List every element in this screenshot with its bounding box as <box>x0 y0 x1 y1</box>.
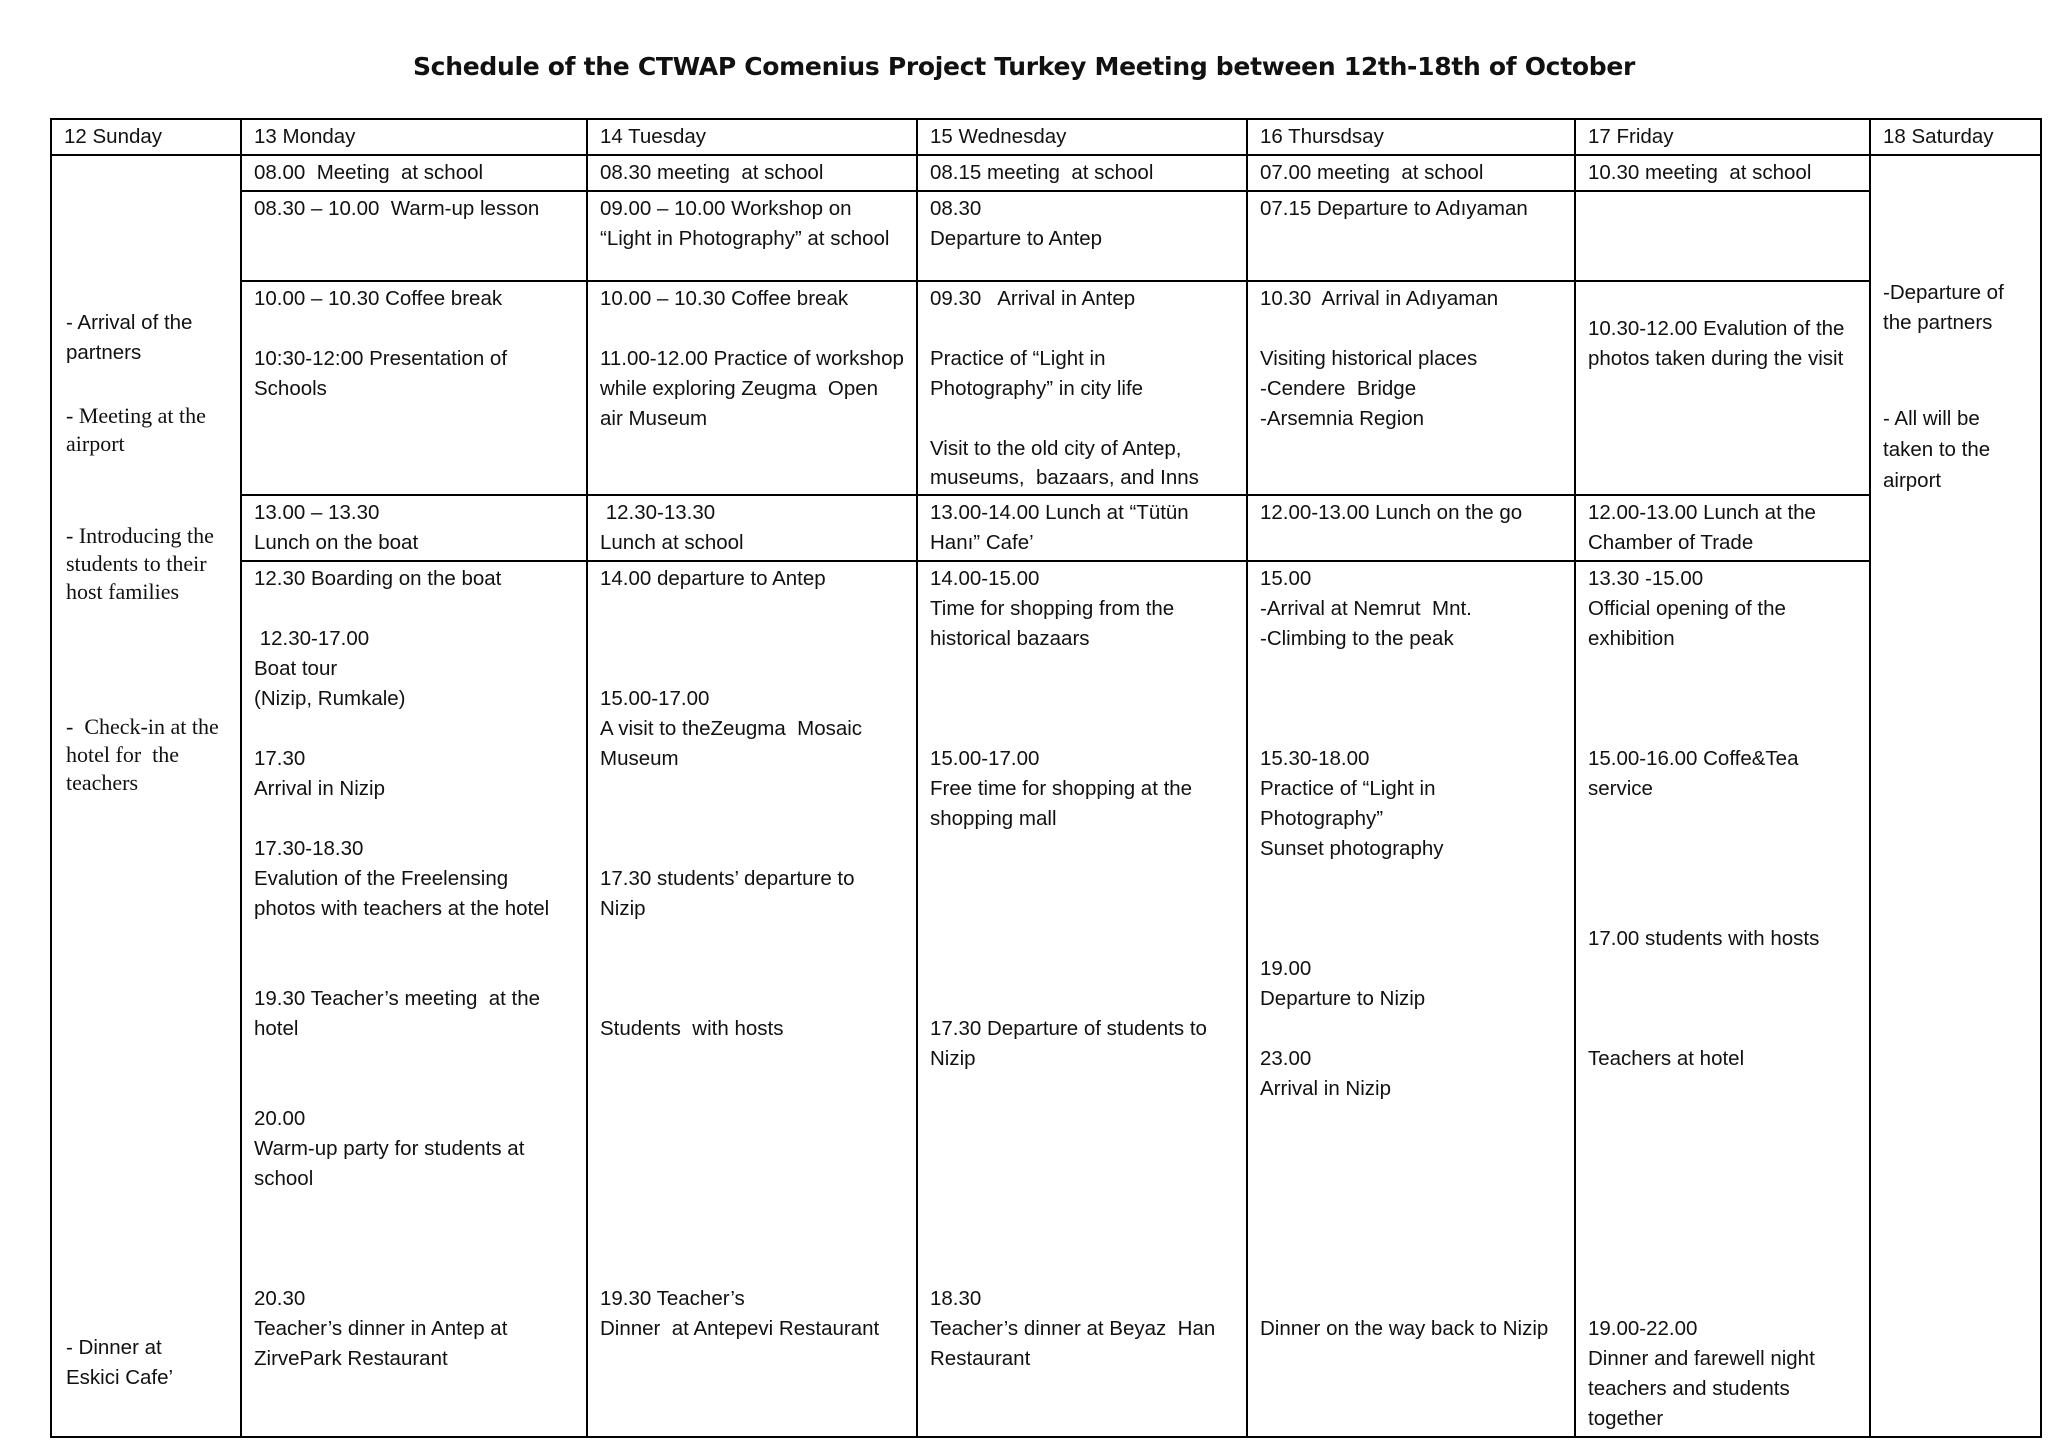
event: 08.30 – 10.00 Warm-up lesson <box>254 197 540 220</box>
event: 08.15 meeting at school <box>930 161 1154 184</box>
event: 15.00 -Arrival at Nemrut Mnt. -Climbing to the peak <box>1260 567 1472 650</box>
event: 23.00 Arrival in Nizip <box>1260 1047 1391 1100</box>
event: 10:30-12:00 Presentation of Schools <box>254 347 513 400</box>
event: 12.30-17.00 Boat tour (Nizip, Rumkale) <box>254 627 406 710</box>
event: 10.00 – 10.30 Coffee break <box>254 287 503 310</box>
event: 08.30 meeting at school <box>600 161 824 184</box>
thursday-cell <box>1247 495 1575 561</box>
friday-cell <box>1575 191 1870 281</box>
event: 14.00 departure to Antep <box>600 567 826 590</box>
friday-cell <box>1575 281 1870 495</box>
event: 10.30 meeting at school <box>1588 161 1812 184</box>
event: 15.00-17.00 A visit to theZeugma Mosaic Museum <box>600 687 863 770</box>
day-header-monday: 13 Monday <box>241 119 587 155</box>
sunday-item: - Meeting at the airport <box>66 403 212 456</box>
sunday-item: - Dinner at Eskici Cafe’ <box>66 1336 174 1389</box>
day-header-friday: 17 Friday <box>1575 119 1870 155</box>
event: 12.30 Boarding on the boat <box>254 567 502 590</box>
thursday-cell <box>1247 155 1575 191</box>
wednesday-cell <box>917 191 1247 281</box>
table-row <box>51 191 2041 281</box>
event: 09.00 – 10.00 Workshop on “Light in Photography” at school <box>600 197 890 250</box>
event: Visit to the old city of Antep, museums, bazaars, and Inns <box>930 437 1199 489</box>
event: 20.30 Teacher’s dinner in Antep at ZirvePark Restaurant <box>254 1287 508 1370</box>
table-row <box>51 281 2041 495</box>
monday-cell <box>241 561 587 1437</box>
thursday-cell <box>1247 191 1575 281</box>
wednesday-cell <box>917 495 1247 561</box>
day-header-tuesday: 14 Tuesday <box>587 119 917 155</box>
friday-cell <box>1575 495 1870 561</box>
tuesday-cell <box>587 281 917 495</box>
event: 13.00 – 13.30 Lunch on the boat <box>254 501 419 554</box>
thursday-cell <box>1247 561 1575 1437</box>
day-header-sunday: 12 Sunday <box>51 119 241 155</box>
event: 18.30 Teacher’s dinner at Beyaz Han Restaurant <box>930 1287 1216 1370</box>
saturday-item: -Departure of the partners <box>1883 281 2010 334</box>
event: 19.30 Teacher’s meeting at the hotel <box>254 987 546 1040</box>
day-header-wednesday: 15 Wednesday <box>917 119 1247 155</box>
wednesday-cell <box>917 281 1247 495</box>
event: 09.30 Arrival in Antep <box>930 287 1136 310</box>
monday-cell <box>241 155 587 191</box>
wednesday-cell <box>917 155 1247 191</box>
table-row <box>51 495 2041 561</box>
event: 19.00 Departure to Nizip <box>1260 957 1426 1010</box>
event: 07.00 meeting at school <box>1260 161 1484 184</box>
event: 17.30 students’ departure to Nizip <box>600 867 861 920</box>
saturday-item: - All will be taken to the airport <box>1883 407 1996 492</box>
event: 15.00-17.00 Free time for shopping at the shopping mall <box>930 747 1193 830</box>
event: Visiting historical places -Cendere Bridge -Arsemnia Region <box>1260 347 1478 430</box>
friday-cell <box>1575 561 1870 1437</box>
tuesday-cell <box>587 495 917 561</box>
event: 11.00-12.00 Practice of workshop while exploring Zeugma Open air Museum <box>600 347 910 430</box>
tuesday-cell <box>587 191 917 281</box>
event: 13.00-14.00 Lunch at “Tütün Hanı” Cafe’ <box>930 501 1195 554</box>
friday-cell <box>1575 155 1870 191</box>
event: 10.30 Arrival in Adıyaman <box>1260 287 1499 310</box>
event: 17.30-18.30 Evalution of the Freelensing photos with teachers at the hotel <box>254 837 550 920</box>
event: Teachers at hotel <box>1588 1047 1745 1070</box>
event: 08.30 Departure to Antep <box>930 197 1103 250</box>
event: 19.00-22.00 Dinner and farewell night teachers and students together <box>1588 1317 1815 1430</box>
event: 17.00 students with hosts <box>1588 927 1820 950</box>
sunday-item: - Check-in at the hotel for the teachers <box>66 714 225 795</box>
page-title: Schedule of the CTWAP Comenius Project Turkey Meeting between 12th-18th of October <box>412 52 1636 81</box>
event: 08.00 Meeting at school <box>254 161 484 184</box>
event: Students with hosts <box>600 1017 784 1040</box>
event: 20.00 Warm-up party for students at school <box>254 1107 525 1190</box>
event: 15.00-16.00 Coffe&Tea service <box>1588 747 1805 800</box>
event: 07.15 Departure to Adıyaman <box>1260 197 1528 220</box>
monday-cell <box>241 495 587 561</box>
event: 13.30 -15.00 Official opening of the exhibition <box>1588 567 1786 650</box>
event: 12.00-13.00 Lunch at the Chamber of Trade <box>1588 501 1822 554</box>
event: 14.00-15.00 Time for shopping from the historical bazaars <box>930 567 1175 650</box>
header-row <box>51 119 2041 155</box>
monday-cell <box>241 281 587 495</box>
saturday-cell <box>1870 155 2041 1437</box>
event: 12.30-13.30 Lunch at school <box>600 501 744 554</box>
event: 17.30 Arrival in Nizip <box>254 747 385 800</box>
event: 19.30 Teacher’s Dinner at Antepevi Restaurant <box>600 1287 880 1340</box>
table-row <box>51 155 2041 191</box>
event: Practice of “Light in Photography” in city life <box>930 347 1144 400</box>
monday-cell <box>241 191 587 281</box>
event: 10.00 – 10.30 Coffee break <box>600 287 849 310</box>
event: 15.30-18.00 Practice of “Light in Photography” Sunset photography <box>1260 747 1444 860</box>
day-header-thursday: 16 Thursdsay <box>1247 119 1575 155</box>
event: 12.00-13.00 Lunch on the go <box>1260 501 1523 524</box>
schedule-table <box>50 118 2042 1438</box>
event: 10.30-12.00 Evalution of the photos taken during the visit <box>1588 317 1851 370</box>
tuesday-cell <box>587 155 917 191</box>
table-row <box>51 561 2041 1437</box>
tuesday-cell <box>587 561 917 1437</box>
event: Dinner on the way back to Nizip <box>1260 1317 1549 1340</box>
thursday-cell <box>1247 281 1575 495</box>
sunday-cell <box>51 155 241 1437</box>
sunday-item: - Introducing the students to their host families <box>66 523 220 604</box>
day-header-saturday: 18 Saturday <box>1870 119 2041 155</box>
event: 17.30 Departure of students to Nizip <box>930 1017 1213 1070</box>
wednesday-cell <box>917 561 1247 1437</box>
sunday-item: - Arrival of the partners <box>66 311 199 364</box>
